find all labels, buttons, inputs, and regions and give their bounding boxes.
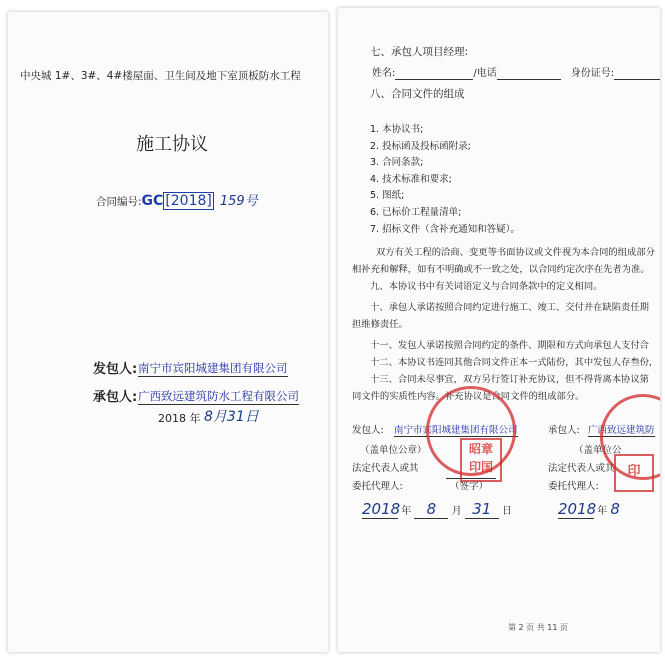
sign-date-right-year: 2018 bbox=[558, 500, 597, 518]
sig-note: （签字） bbox=[450, 481, 489, 492]
contract-number bbox=[96, 190, 258, 209]
cover-page bbox=[8, 12, 328, 652]
sign-date-left bbox=[362, 500, 512, 519]
clause-13-line1: 十三、合同未尽事宜，双方另行签订补充协议，但不得背离本协议第 bbox=[370, 374, 649, 385]
personal-seal-right: 印 bbox=[614, 454, 654, 492]
manager-name-label: 姓名: bbox=[372, 68, 396, 79]
manager-phone-label: /电话 bbox=[473, 68, 497, 79]
sig-contractor-name: 广西致远建筑防 bbox=[588, 422, 655, 437]
sign-date-right-month: 8 bbox=[610, 500, 620, 518]
employer-label: 发包人: bbox=[93, 362, 138, 377]
sig-seal-note-left: （盖单位公章） bbox=[360, 445, 427, 456]
doc-item: 1. 本协议书; bbox=[370, 124, 424, 135]
contract-prefix: GC bbox=[141, 193, 164, 209]
doc-item: 4. 技术标准和要求; bbox=[370, 173, 452, 185]
contractor-label: 承包人: bbox=[93, 390, 138, 405]
contract-year: [2018] bbox=[165, 193, 212, 209]
year-unit: 年 bbox=[597, 506, 608, 517]
sig-contractor-label: 承包人: bbox=[548, 425, 580, 436]
date-year: 2018 年 bbox=[158, 412, 201, 425]
clause-12: 十二、本协议书连同其他合同文件正本一式陆份，其中发包人存叁份， bbox=[370, 357, 659, 368]
clause-text bbox=[352, 244, 658, 405]
contract-handwritten-number: 159号 bbox=[219, 194, 258, 209]
manager-phone-blank bbox=[497, 68, 561, 80]
doc-item: 6. 已标价工程量清单; bbox=[370, 206, 462, 218]
clause-13-line2: 同文件的实质性内容。补充协议是合同文件的组成部分。 bbox=[352, 391, 585, 402]
day-unit: 日 bbox=[501, 506, 512, 517]
page-footer: 第 2 页 共 11 页 bbox=[508, 623, 568, 632]
personal-seal-left-top: 昭章 bbox=[468, 442, 493, 456]
month-unit: 月 bbox=[451, 506, 462, 517]
clause-9: 九、本协议书中有关词语定义与合同条款中的定义相同。 bbox=[370, 281, 603, 292]
doc-item: 5. 图纸; bbox=[370, 190, 405, 202]
contract-documents-list bbox=[370, 122, 520, 238]
contract-number-label: 合同编号: bbox=[96, 196, 142, 208]
sign-date-left-day: 31 bbox=[465, 500, 499, 519]
agreement-page-2 bbox=[338, 8, 660, 652]
section-7-heading: 七、承包人项目经理: bbox=[370, 46, 469, 58]
personal-seal-left-bottom: 印国 bbox=[468, 460, 493, 474]
clause-10-line1: 十、承包人承诺按照合同约定进行施工、竣工、交付并在缺陷责任期 bbox=[370, 302, 649, 313]
sig-agent-right: 委托代理人: bbox=[548, 481, 599, 492]
sign-date-left-year: 2018 bbox=[362, 500, 401, 518]
personal-seal-left bbox=[460, 438, 502, 482]
sig-employer-name: 南宁市宾阳城建集团有限公司 bbox=[394, 422, 518, 437]
sign-date-right bbox=[558, 500, 620, 519]
clause-11: 十一、发包人承诺按照合同约定的条件、期限和方式向承包人支付合 bbox=[370, 340, 649, 351]
doc-item: 7. 招标文件（含补充通知和答疑）。 bbox=[370, 223, 520, 235]
employer-name: 南宁市宾阳城建集团有限公司 bbox=[138, 361, 288, 375]
sig-legal-rep-right: 法定代表人或其 bbox=[548, 463, 615, 474]
document-title: 施工协议 bbox=[136, 134, 208, 155]
sig-legal-rep-left: 法定代表人或其 bbox=[352, 463, 419, 474]
date-handwritten: 8月31日 bbox=[204, 409, 259, 425]
doc-item: 2. 投标函及投标函附录; bbox=[370, 140, 471, 152]
manager-id-blank bbox=[614, 68, 660, 80]
manager-name-blank bbox=[395, 68, 473, 80]
manager-info-row bbox=[372, 64, 660, 80]
clause-para1-line1: 双方有关工程的洽商、变更等书面协议或文件视为本合同的组成部分 bbox=[376, 247, 655, 258]
sig-seal-note-right: （盖单位公 bbox=[574, 445, 622, 456]
section-8-heading: 八、合同文件的组成 bbox=[370, 88, 465, 100]
doc-item: 3. 合同条款; bbox=[370, 157, 424, 169]
manager-id-label: 身份证号: bbox=[570, 68, 615, 79]
sign-date-left-month: 8 bbox=[414, 500, 448, 519]
sig-employer-label: 发包人: bbox=[352, 425, 384, 436]
contractor-name: 广西致远建筑防水工程有限公司 bbox=[138, 389, 299, 403]
sig-agent-left: 委托代理人: bbox=[352, 481, 403, 492]
clause-para1-line2: 相补充和解释，如有不明确或不一致之处，以合同约定次序在先者为准。 bbox=[352, 264, 650, 275]
clause-10-line2: 担维修责任。 bbox=[352, 319, 408, 330]
project-title: 中央城 1#、3#、4#楼屋面、卫生间及地下室顶板防水工程 bbox=[20, 70, 301, 82]
year-unit: 年 bbox=[401, 506, 412, 517]
